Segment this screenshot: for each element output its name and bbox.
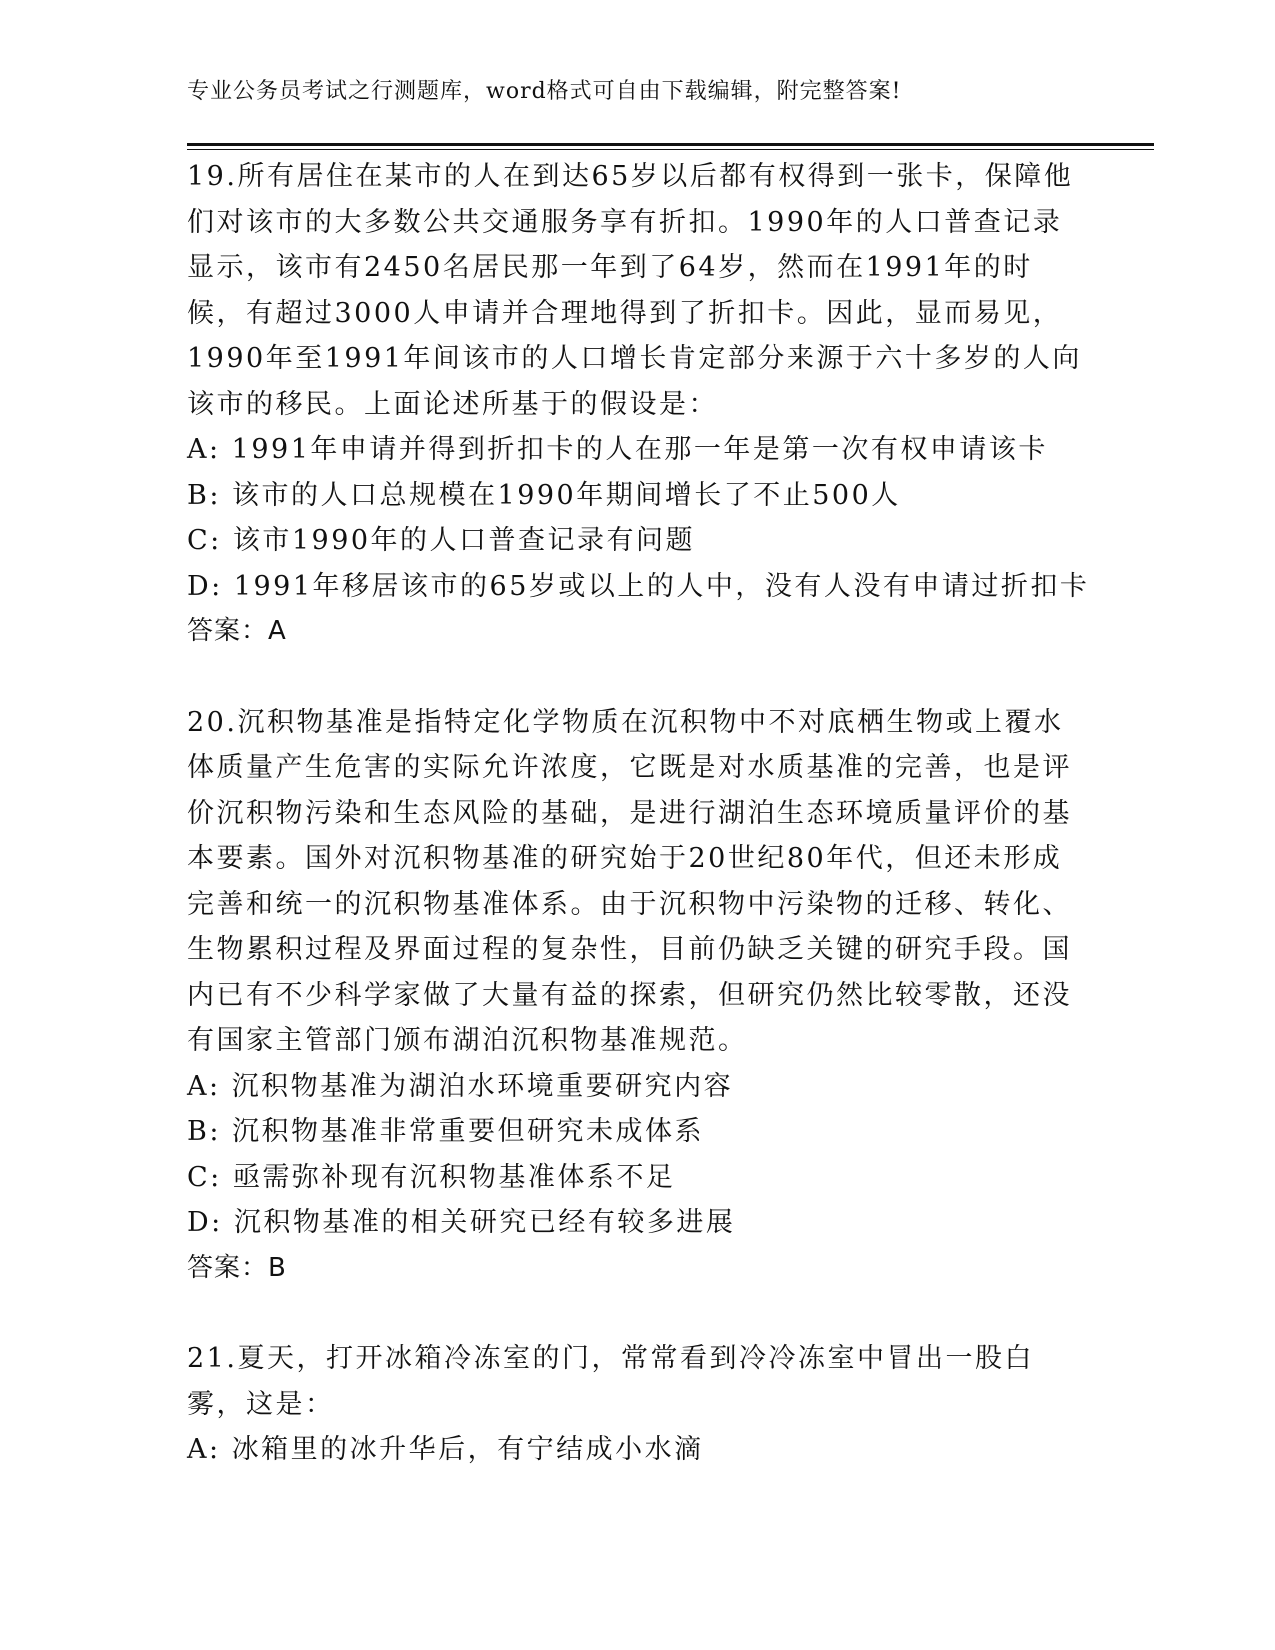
option-c: C: 亟需弥补现有沉积物基准体系不足	[187, 1161, 676, 1193]
answer: 答案：A	[187, 616, 287, 646]
question-list	[187, 154, 1090, 1473]
option-d: D: 沉积物基准的相关研究已经有较多进展	[187, 1207, 736, 1238]
option-b: B: 沉积物基准非常重要但研究未成体系	[187, 1116, 705, 1147]
question-stem: 20.沉积物基准是指特定化学物质在沉积物中不对底栖生物或上覆水体质量产生危害的实际允许浓度，它既是对水质基准的完善，也是评价沉积物污染和生态风险的基础，是进行湖泊生态环境质量评价的基本要素。国外对沉积物基准的研究始于20世纪80年代，但还未形成完善和统一的沉积物基准体系。由于沉积物中污染物的迁移、转化、生物累积过程及界面过程的复杂性，目前仍缺乏关键的研究手段。国内已有不少科学家做了大量有益的探索，但研究仍然比较零散，还没有国家主管部门颁布湖泊沉积物基准规范。	[187, 706, 1072, 1056]
question-21	[187, 1336, 1082, 1473]
header-rule-thin	[187, 149, 1154, 150]
option-a: A: 沉积物基准为湖泊水环境重要研究内容	[187, 1070, 734, 1102]
option-a: A: 冰箱里的冰升华后，有宁结成小水滴	[187, 1434, 704, 1465]
question-spacer	[187, 655, 1082, 700]
header-rule-thick	[187, 143, 1154, 146]
question-19	[187, 154, 1090, 655]
option-d: D: 1991年移居该市的65岁或以上的人中，没有人没有申请过折扣卡	[187, 570, 1090, 602]
question-spacer	[187, 1291, 1082, 1336]
option-b: B: 该市的人口总规模在1990年期间增长了不止500人	[187, 479, 901, 511]
option-c: C: 该市1990年的人口普查记录有问题	[187, 525, 696, 556]
question-stem: 19.所有居住在某市的人在到达65岁以后都有权得到一张卡，保障他们对该市的大多数公共交通服务享有折扣。1990年的人口普查记录显示，该市有2450名居民那一年到了64岁，然而在1991年的时候，有超过3000人申请并合理地得到了折扣卡。因此，显而易见，1990年至1991年间该市的人口增长肯定部分来源于六十多岁的人向该市的移民。上面论述所基于的假设是：	[187, 161, 1082, 420]
question-stem: 21.夏天，打开冰箱冷冻室的门，常常看到冷冷冻室中冒出一股白雾，这是：	[187, 1343, 1034, 1420]
answer: 答案：B	[187, 1252, 287, 1283]
page-header: 专业公务员考试之行测题库，word格式可自由下载编辑，附完整答案!	[187, 79, 902, 104]
option-a: A: 1991年申请并得到折扣卡的人在那一年是第一次有权申请该卡	[187, 434, 1048, 465]
question-20	[187, 700, 1082, 1292]
